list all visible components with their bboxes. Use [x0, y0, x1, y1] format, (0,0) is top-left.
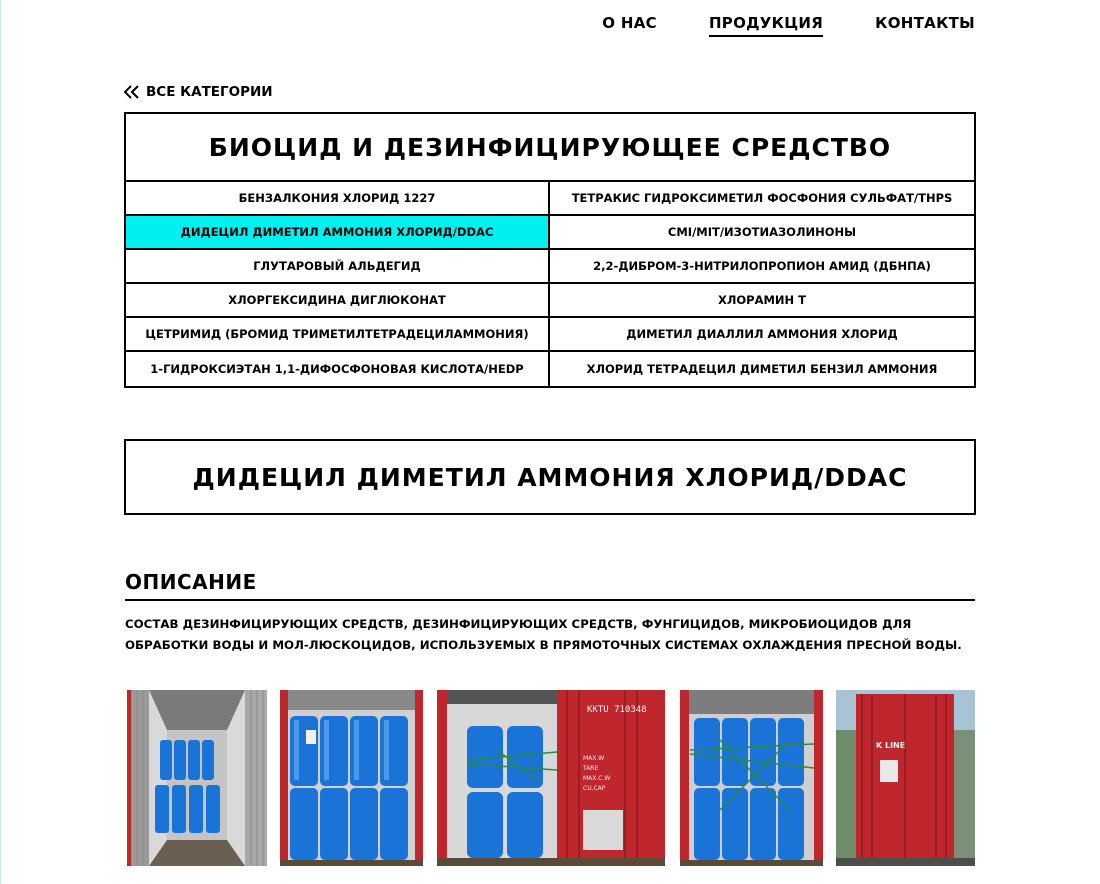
gallery-photo-drums-stacked[interactable] — [280, 690, 423, 866]
category-item[interactable]: ГЛУТАРОВЫЙ АЛЬДЕГИД — [126, 250, 550, 284]
category-item[interactable]: 1-ГИДРОКСИЭТАН 1,1-ДИФОСФОНОВАЯ КИСЛОТА/HEDP — [126, 352, 550, 386]
back-to-categories-link[interactable] — [123, 84, 273, 100]
nav-item-contacts[interactable]: КОНТАКТЫ — [875, 14, 975, 32]
category-item[interactable]: ТЕТРАКИС ГИДРОКСИМЕТИЛ ФОСФОНИЯ СУЛЬФАТ/THPS — [550, 182, 974, 216]
page-edge — [0, 0, 1, 884]
category-item-selected[interactable]: ДИДЕЦИЛ ДИМЕТИЛ АММОНИЯ ХЛОРИД/DDAC — [126, 216, 550, 250]
container-code-text: KKTU 710348 — [587, 705, 647, 715]
category-item[interactable]: CMI/MIT/ИЗОТИАЗОЛИНОНЫ — [550, 216, 974, 250]
container-brand-text: K LINE — [876, 741, 906, 750]
category-grid — [126, 182, 974, 386]
gallery-photo-container-closed[interactable] — [836, 690, 975, 866]
container-label: TARE — [583, 765, 599, 772]
container-label: MAX.C.W — [583, 775, 611, 782]
category-title: БИОЦИД И ДЕЗИНФИЦИРУЮЩЕЕ СРЕДСТВО — [126, 114, 974, 182]
category-item[interactable]: ХЛОРИД ТЕТРАДЕЦИЛ ДИМЕТИЛ БЕНЗИЛ АММОНИЯ — [586, 362, 938, 376]
category-item[interactable]: ДИМЕТИЛ ДИАЛЛИЛ АММОНИЯ ХЛОРИД — [550, 318, 974, 352]
category-item[interactable]: ХЛОРГЕКСИДИНА ДИГЛЮКОНАТ — [126, 284, 550, 318]
main-nav — [602, 14, 975, 37]
gallery-photo-drums-strapped[interactable] — [680, 690, 823, 866]
double-chevron-left-icon — [123, 85, 140, 99]
description-heading: ОПИСАНИЕ — [125, 570, 975, 601]
product-gallery — [127, 690, 975, 866]
product-title: ДИДЕЦИЛ ДИМЕТИЛ АММОНИЯ ХЛОРИД/DDAC — [124, 439, 976, 515]
container-label: CU.CAP — [583, 785, 606, 792]
back-link-label: ВСЕ КАТЕГОРИИ — [146, 84, 273, 100]
description-text: СОСТАВ ДЕЗИНФИЦИРУЮЩИХ СРЕДСТВ, ДЕЗИНФИЦИРУЮЩИХ СРЕДСТВ, ФУНГИЦИДОВ, МИКРОБИОЦИДОВ ДЛЯ ОБРАБОТКИ ВОДЫ И МОЛ-ЛЮСКОЦИДОВ, ИСПОЛЬЗУЕМЫХ В ПРЯМОТОЧНЫХ СИСТЕМАХ ОХЛАЖДЕНИЯ ПРЕСНОЙ ВОДЫ. — [125, 617, 962, 652]
gallery-photo-container-interior[interactable] — [127, 690, 267, 866]
category-table — [124, 112, 976, 388]
category-item[interactable]: ЦЕТРИМИД (БРОМИД ТРИМЕТИЛТЕТРАДЕЦИЛАММОНИЯ) — [126, 318, 550, 352]
gallery-photo-container-door[interactable] — [437, 690, 665, 866]
nav-item-products[interactable]: ПРОДУКЦИЯ — [709, 14, 823, 37]
category-item[interactable]: ХЛОРАМИН Т — [550, 284, 974, 318]
category-item[interactable]: 2,2-ДИБРОМ-3-НИТРИЛОПРОПИОН АМИД (ДБНПА) — [550, 250, 974, 284]
container-label: MAX.W — [583, 755, 605, 762]
nav-item-about[interactable]: О НАС — [602, 14, 657, 32]
category-item[interactable]: БЕНЗАЛКОНИЯ ХЛОРИД 1227 — [126, 182, 550, 216]
